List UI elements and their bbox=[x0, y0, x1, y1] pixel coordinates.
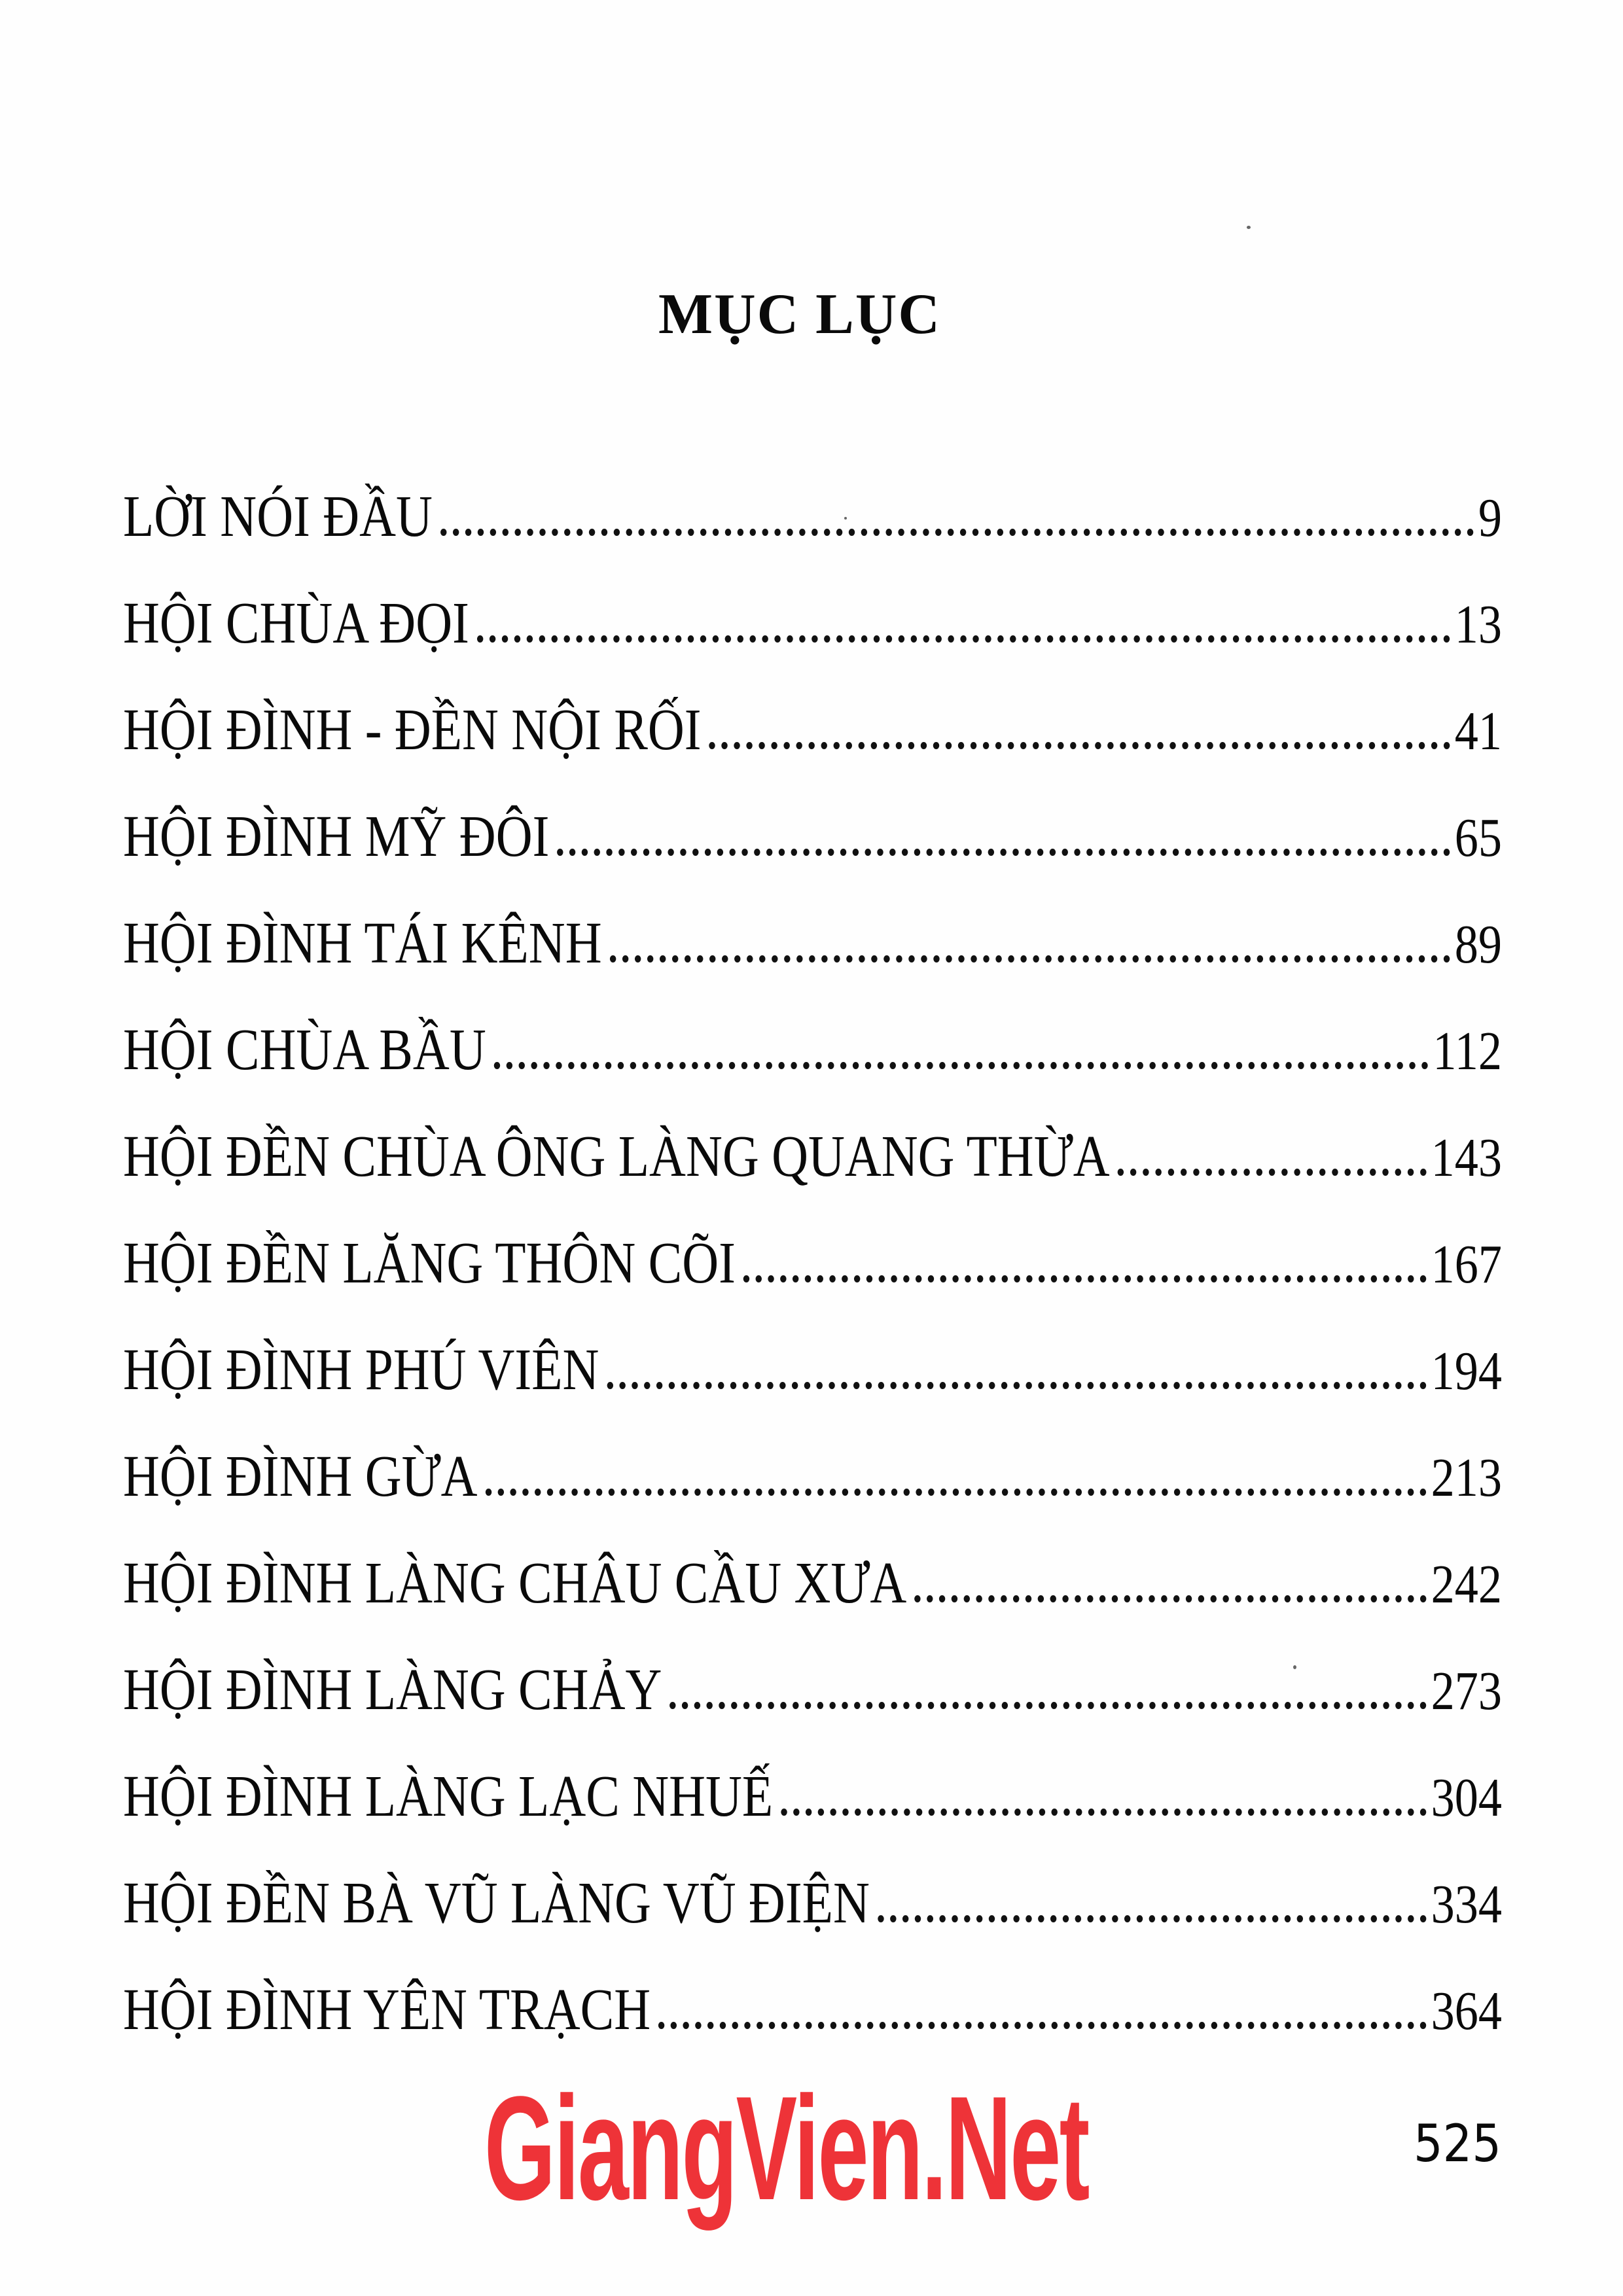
dot-leader bbox=[658, 2022, 1427, 2029]
toc-entry-title: HỘI ĐỀN CHÙA ÔNG LÀNG QUANG THỪA bbox=[123, 1124, 1110, 1189]
toc-entry-title: HỘI ĐÌNH TÁI KÊNH bbox=[123, 911, 602, 976]
toc-entry-title: HỘI ĐÌNH LÀNG LẠC NHUẾ bbox=[123, 1764, 774, 1829]
toc-entry-page: 41 bbox=[1454, 701, 1502, 762]
toc-entry-title: HỘI ĐÌNH LÀNG CHẢY bbox=[123, 1657, 662, 1722]
dot-leader bbox=[743, 1275, 1427, 1282]
scan-speck bbox=[1247, 226, 1251, 229]
toc-entry bbox=[123, 591, 1502, 701]
page-title: MỤC LỤC bbox=[658, 283, 941, 346]
dot-leader bbox=[607, 1382, 1426, 1389]
dot-leader bbox=[1118, 1169, 1427, 1176]
toc-entry-title: HỘI ĐỀN LĂNG THÔN CÕI bbox=[123, 1231, 736, 1296]
scan-speck bbox=[844, 517, 847, 520]
toc-entry-page: 273 bbox=[1431, 1661, 1502, 1722]
dot-leader bbox=[781, 1809, 1427, 1816]
toc-entry bbox=[123, 1124, 1502, 1234]
toc-entry-page: 65 bbox=[1454, 807, 1502, 868]
toc-entry-page: 364 bbox=[1431, 1981, 1502, 2041]
toc-entry bbox=[123, 1657, 1502, 1767]
toc-entry-title: HỘI ĐÌNH PHÚ VIÊN bbox=[123, 1337, 599, 1402]
table-of-contents bbox=[123, 484, 1504, 2087]
dot-leader bbox=[669, 1702, 1426, 1709]
scan-speck bbox=[1293, 1665, 1296, 1669]
dot-leader bbox=[878, 1915, 1427, 1922]
toc-entry bbox=[123, 804, 1502, 914]
toc-entry-page: 304 bbox=[1431, 1767, 1502, 1828]
toc-entry-title: HỘI ĐỀN BÀ VŨ LÀNG VŨ ĐIỆN bbox=[123, 1871, 870, 1935]
toc-entry bbox=[123, 1017, 1502, 1127]
toc-entry-page: 143 bbox=[1431, 1127, 1502, 1188]
toc-entry-page: 167 bbox=[1431, 1234, 1502, 1295]
watermark-logo: GiangVien.Net bbox=[484, 2065, 1088, 2231]
toc-entry-page: 112 bbox=[1433, 1021, 1502, 1082]
toc-entry-page: 13 bbox=[1454, 594, 1502, 655]
dot-leader bbox=[610, 955, 1450, 963]
dot-leader bbox=[477, 635, 1450, 643]
toc-entry-title: HỘI CHÙA ĐỌI bbox=[123, 591, 469, 656]
toc-entry-page: 242 bbox=[1431, 1554, 1502, 1615]
toc-entry bbox=[123, 1764, 1502, 1874]
toc-entry-title: HỘI ĐÌNH YÊN TRẠCH bbox=[123, 1977, 651, 2042]
toc-entry bbox=[123, 911, 1502, 1021]
toc-entry-title: HỘI ĐÌNH LÀNG CHÂU CẦU XƯA bbox=[123, 1551, 907, 1616]
toc-entry-title: HỘI ĐÌNH MỸ ĐÔI bbox=[123, 804, 550, 869]
toc-entry-page: 89 bbox=[1454, 914, 1502, 975]
toc-entry-title: HỘI ĐÌNH GỪA bbox=[123, 1444, 478, 1509]
dot-leader bbox=[440, 529, 1474, 536]
dot-leader bbox=[486, 1489, 1427, 1496]
dot-leader bbox=[557, 849, 1450, 856]
toc-entry bbox=[123, 1444, 1502, 1554]
toc-entry-title: LỜI NÓI ĐẦU bbox=[123, 484, 433, 549]
toc-entry bbox=[123, 1551, 1502, 1661]
toc-entry bbox=[123, 1337, 1502, 1447]
dot-leader bbox=[914, 1595, 1426, 1602]
toc-entry-page: 334 bbox=[1431, 1874, 1502, 1935]
toc-entry-page: 194 bbox=[1431, 1341, 1502, 1402]
dot-leader bbox=[709, 742, 1450, 749]
toc-entry-title: HỘI ĐÌNH - ĐỀN NỘI RỐI bbox=[123, 698, 702, 762]
toc-entry-page: 9 bbox=[1478, 487, 1502, 548]
toc-entry-page: 213 bbox=[1431, 1447, 1502, 1508]
toc-entry-title: HỘI CHÙA BẦU bbox=[123, 1017, 486, 1082]
toc-entry bbox=[123, 484, 1502, 594]
toc-entry bbox=[123, 1871, 1502, 1981]
dot-leader bbox=[494, 1062, 1429, 1069]
toc-entry bbox=[123, 698, 1502, 807]
toc-entry bbox=[123, 1231, 1502, 1341]
page-number: 525 bbox=[1414, 2115, 1502, 2174]
